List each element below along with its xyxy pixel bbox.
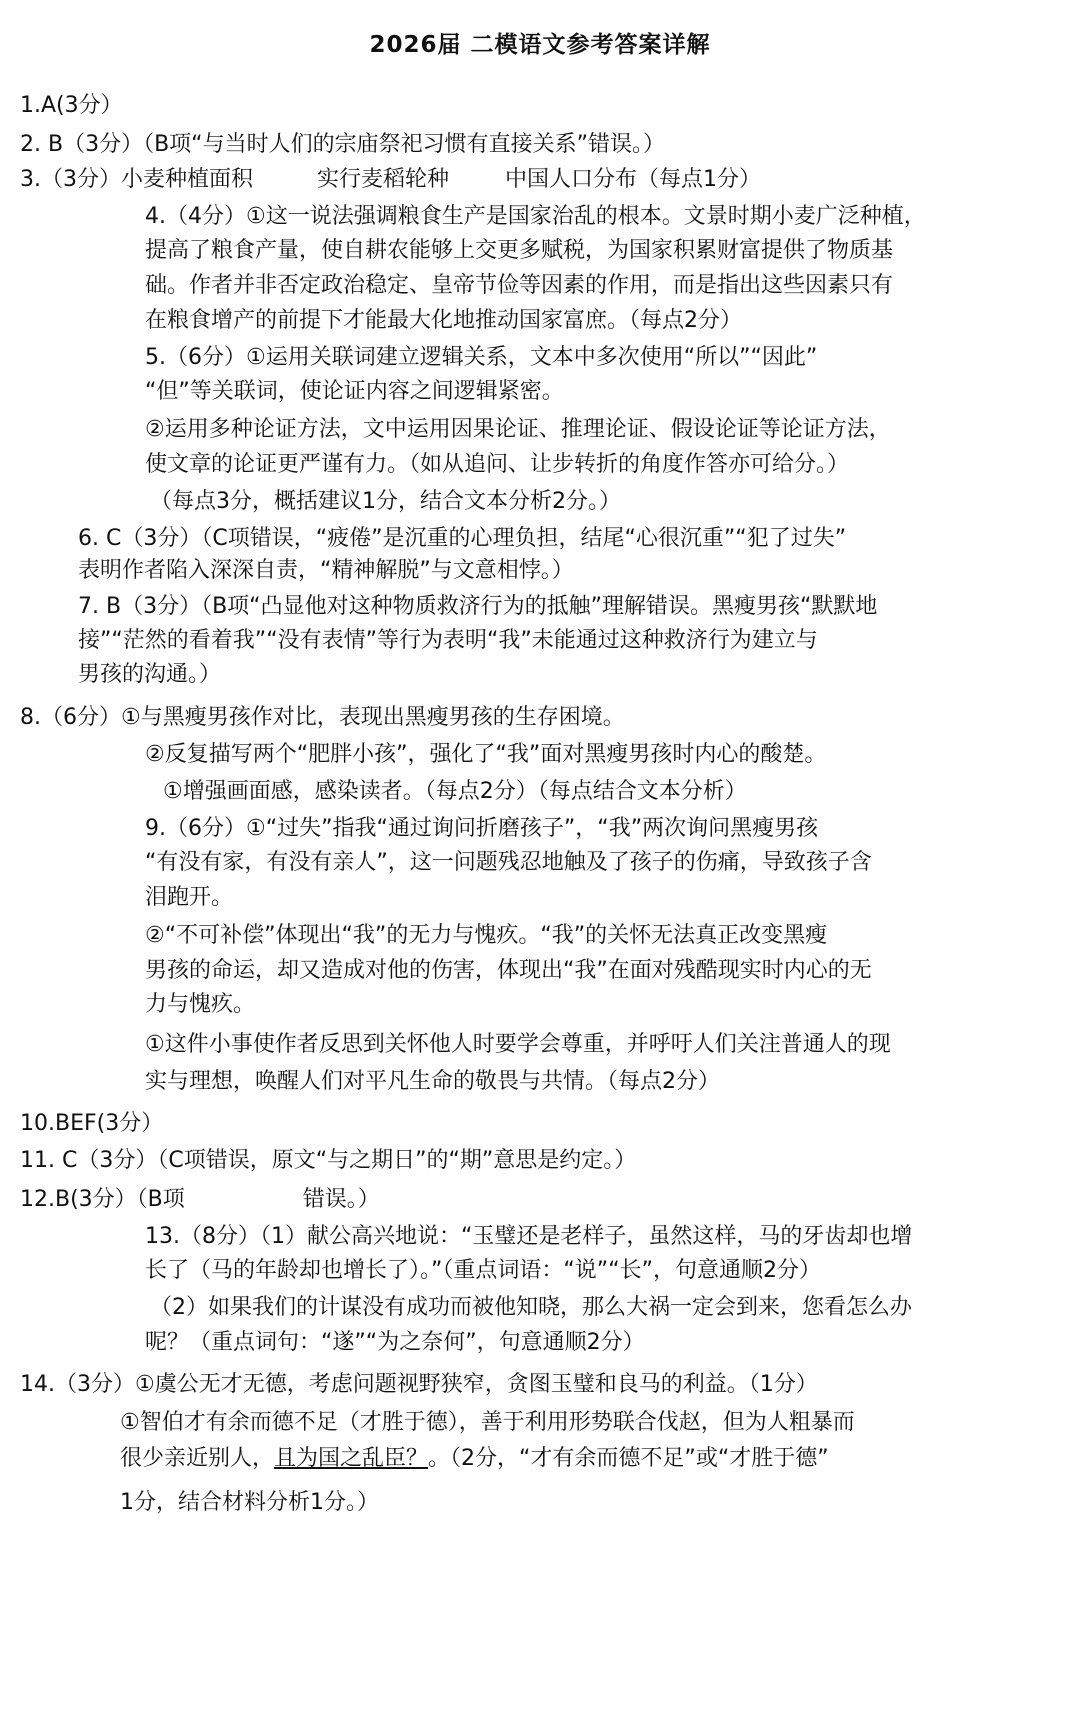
answer-q2: 2. B（3分）（B项“与当时人们的宗庙祭祀习惯有直接关系”错误。） bbox=[20, 132, 665, 157]
answer-q8-line: 8.（6分）①与黑瘦男孩作对比，表现出黑瘦男孩的生存困境。 bbox=[20, 705, 625, 730]
answer-q9-line: 实与理想，唤醒人们对平凡生命的敬畏与共情。（每点2分） bbox=[145, 1069, 720, 1094]
answer-q14-text: 很少亲近别人， bbox=[120, 1446, 275, 1471]
answer-q4-line: 础。作者并非否定政治稳定、皇帝节俭等因素的作用，而是指出这些因素只有 bbox=[145, 273, 894, 298]
answer-q1: 1.A(3分） bbox=[20, 93, 123, 118]
answer-q10: 10.BEF(3分） bbox=[20, 1111, 164, 1136]
answer-q13-line: 长了（马的年龄却也增长了）。”（重点词语：“说”“长”，句意通顺2分） bbox=[145, 1258, 821, 1283]
answer-q7-line: 男孩的沟通。） bbox=[78, 662, 222, 687]
answer-q4-line: 4.（4分）①这一说法强调粮食生产是国家治乱的根本。文景时期小麦广泛种植， bbox=[145, 204, 926, 229]
answer-q9-line: 泪跑开。 bbox=[145, 885, 234, 910]
answer-q6-line: 表明作者陷入深深自责，“精神解脱”与文意相悖。） bbox=[78, 558, 574, 583]
underlined-phrase: 且为国之乱臣？ bbox=[274, 1446, 429, 1471]
answer-q6-line: 6. C（3分）（C项错误，“疲倦”是沉重的心理负担，结尾“心很沉重”“犯了过失” bbox=[78, 526, 847, 551]
answer-q11: 11. C（3分）（C项错误，原文“与之期日”的“期”意思是约定。） bbox=[20, 1148, 637, 1173]
answer-q12-tail: 错误。） bbox=[302, 1187, 380, 1212]
answer-q9-line: ①这件小事使作者反思到关怀他人时要学会尊重，并呼吁人们关注普通人的现 bbox=[145, 1032, 891, 1057]
answer-q13-line: 呢？（重点词句：“遂”“为之奈何”，句意通顺2分） bbox=[145, 1330, 645, 1355]
answer-q14-text: 。（2分，“才有余而德不足”或“才胜于德” bbox=[428, 1446, 829, 1471]
answer-q9-line: 力与愧疚。 bbox=[145, 992, 256, 1017]
answer-q4-line: 在粮食增产的前提下才能最大化地推动国家富庶。（每点2分） bbox=[145, 308, 742, 333]
answer-q12 bbox=[20, 1185, 380, 1215]
answer-q5-line: “但”等关联词，使论证内容之间逻辑紧密。 bbox=[145, 379, 564, 404]
answer-q12-lead: 12.B(3分）（B项 bbox=[20, 1187, 185, 1212]
answer-q14-line: 14.（3分）①虞公无才无德，考虑问题视野狭窄，贪图玉璧和良马的利益。（1分） bbox=[20, 1372, 818, 1397]
answer-q7-line: 7. B（3分）（B项“凸显他对这种物质救济行为的抵触”理解错误。黑瘦男孩“默默地 bbox=[78, 594, 878, 619]
answer-q3-point3: 中国人口分布（每点1分） bbox=[505, 167, 762, 192]
answer-q13-line: 13.（8分）（1）献公高兴地说：“玉璧还是老样子，虽然这样，马的牙齿却也增 bbox=[145, 1224, 913, 1249]
answer-q14-line: 1分，结合材料分析1分。） bbox=[120, 1490, 379, 1515]
answer-q3-lead: 3.（3分）小麦种植面积 bbox=[20, 167, 253, 192]
answer-q8-line: ②反复描写两个“肥胖小孩”，强化了“我”面对黑瘦男孩时内心的酸楚。 bbox=[145, 742, 827, 767]
answer-q14-line: ①智伯才有余而德不足（才胜于德），善于利用形势联合伐赵，但为人粗暴而 bbox=[120, 1410, 855, 1435]
answer-q7-line: 接”“茫然的看着我”“没有表情”等行为表明“我”未能通过这种救济行为建立与 bbox=[78, 628, 818, 653]
answer-q3 bbox=[20, 165, 761, 195]
answer-q9-line: 9.（6分）①“过失”指我“通过询问折磨孩子”，“我”两次询问黑瘦男孩 bbox=[145, 816, 819, 841]
answer-q8-line: ①增强画面感，感染读者。（每点2分）（每点结合文本分析） bbox=[163, 779, 747, 804]
answer-q13-line: （2）如果我们的计谋没有成功而被他知晓，那么大祸一定会到来，您看怎么办 bbox=[150, 1295, 912, 1320]
answer-q4-line: 提高了粮食产量，使自耕农能够上交更多赋税，为国家积累财富提供了物质基 bbox=[145, 238, 894, 263]
answer-q5-line: 使文章的论证更严谨有力。（如从追问、让步转折的角度作答亦可给分。） bbox=[145, 452, 850, 477]
answer-q3-point2: 实行麦稻轮种 bbox=[317, 167, 450, 192]
answer-q9-line: “有没有家，有没有亲人”，这一问题残忍地触及了孩子的伤痛，导致孩子含 bbox=[145, 850, 872, 875]
answer-q5-line: 5.（6分）①运用关联词建立逻辑关系，文本中多次使用“所以”“因此” bbox=[145, 345, 818, 370]
answer-q9-line: 男孩的命运，却又造成对他的伤害，体现出“我”在面对残酷现实时内心的无 bbox=[145, 958, 872, 983]
answer-q9-line: ②“不可补偿”体现出“我”的无力与愧疚。“我”的关怀无法真正改变黑瘦 bbox=[145, 923, 828, 948]
page-title: 2026届 二模语文参考答案详解 bbox=[369, 32, 711, 58]
answer-q5-line: （每点3分，概括建议1分，结合文本分析2分。） bbox=[150, 489, 621, 514]
answer-q5-line: ②运用多种论证方法，文中运用因果论证、推理论证、假设论证等论证方法， bbox=[145, 417, 891, 442]
answer-q14-line bbox=[120, 1444, 829, 1474]
